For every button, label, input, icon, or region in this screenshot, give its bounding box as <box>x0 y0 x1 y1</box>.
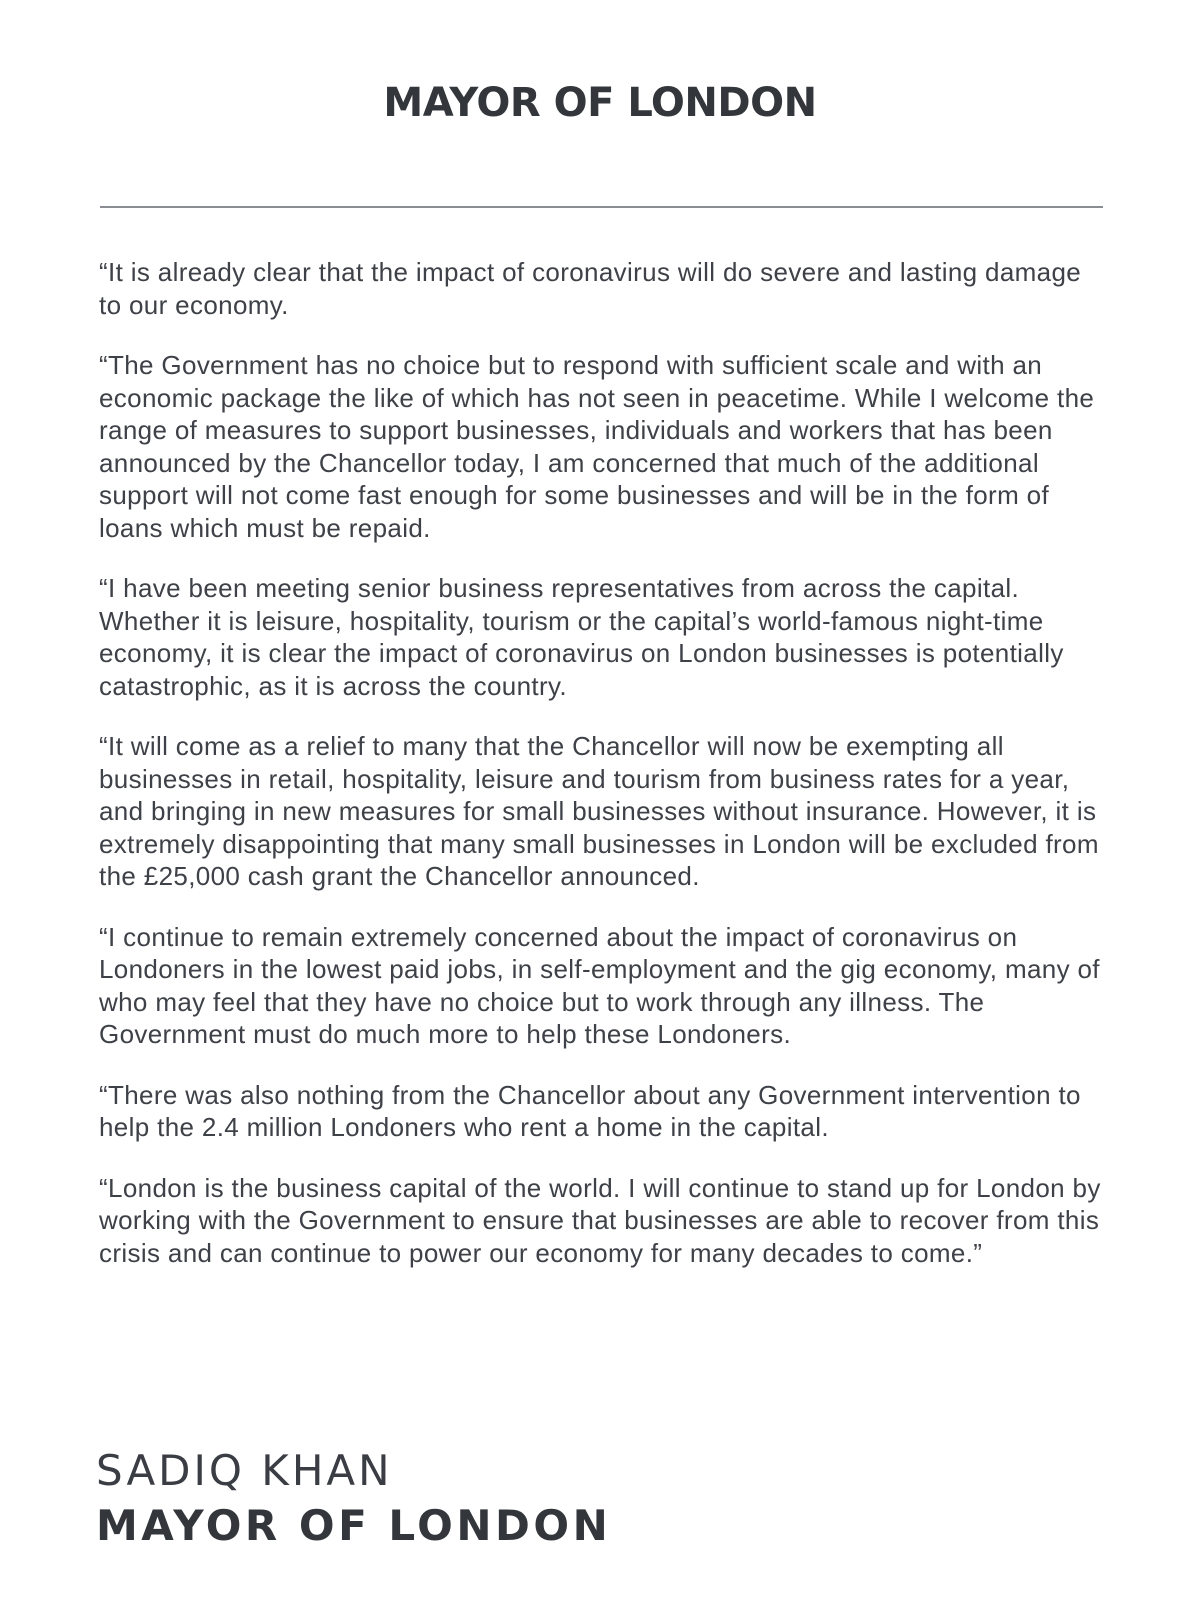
page-title: MAYOR OF LONDON <box>383 80 817 126</box>
statement-paragraph-5: “I continue to remain extremely concerned about the impact of coronavirus on Londoners in the lowest paid jobs, in self-employment and the gig economy, many of who may feel that they have no choice but to work through any illness. The Government must do much more to help these Londoners. <box>99 921 1100 1049</box>
statement-paragraph-2: “The Government has no choice but to respond with sufficient scale and with an economic package the like of which has not seen in peacetime. While I welcome the range of measures to support businesses, individuals and workers that has been announced by the Chancellor today, I am concerned that much of the additional support will not come fast enough for some businesses and will be in the form of loans which must be repaid. <box>99 350 1095 543</box>
statement-paragraph-7: “London is the business capital of the world. I will continue to stand up for London by working with the Government to ensure that businesses are able to recover from this crisis and can continue to power our economy for many decades to come.” <box>99 1172 1101 1268</box>
signature-title: MAYOR OF LONDON <box>96 1501 612 1550</box>
statement-paragraph-4: “It will come as a relief to many that the Chancellor will now be exempting all businesses in retail, hospitality, leisure and tourism from business rates for a year, and bringing in new measures for small businesses without insurance. However, it is extremely disappointing that many small businesses in London will be excluded from the £25,000 cash grant the Chancellor announced. <box>99 731 1099 891</box>
header-divider <box>100 206 1103 208</box>
statement-paragraph-3: “I have been meeting senior business representatives from across the capital. Whether it is leisure, hospitality, tourism or the capital’s world-famous night-time economy, it is clear the impact of coronavirus on London businesses is potentially catastrophic, as it is across the country. <box>99 573 1064 701</box>
signature-block <box>96 1444 996 1554</box>
statement-body <box>99 256 1109 1297</box>
signature-name: SADIQ KHAN <box>96 1446 393 1495</box>
statement-paragraph-6: “There was also nothing from the Chancellor about any Government intervention to help the 2.4 million Londoners who rent a home in the capital. <box>99 1079 1081 1142</box>
statement-paragraph-1: “It is already clear that the impact of coronavirus will do severe and lasting damage to our economy. <box>99 257 1082 320</box>
